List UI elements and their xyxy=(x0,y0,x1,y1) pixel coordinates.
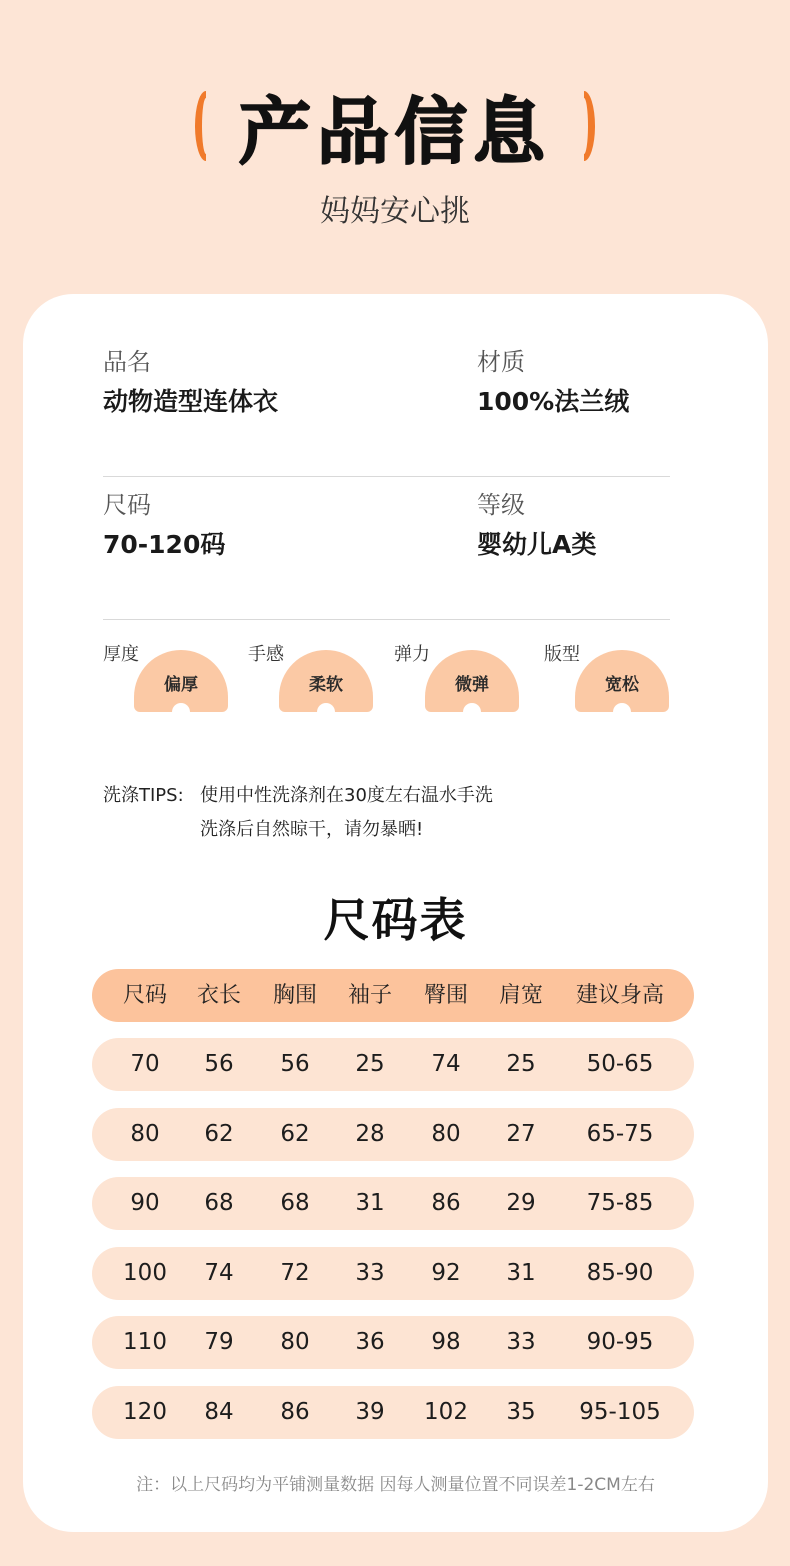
header-cell: 衣长 xyxy=(196,983,241,1008)
table-cell: 70 xyxy=(130,1051,160,1077)
table-cell: 85-90 xyxy=(586,1260,654,1286)
tips-line: 使用中性洗涤剂在30度左右温水手洗 xyxy=(200,785,493,806)
table-cell: 56 xyxy=(204,1051,234,1077)
table-cell: 95-105 xyxy=(579,1399,661,1425)
info-item-name xyxy=(103,342,278,418)
table-cell: 68 xyxy=(204,1190,234,1216)
header-cell: 尺码 xyxy=(122,983,167,1008)
badge-notch xyxy=(172,703,190,712)
table-cell: 62 xyxy=(204,1121,234,1147)
attribute-badge xyxy=(575,650,669,712)
table-cell: 80 xyxy=(280,1329,310,1355)
attribute-label: 弹力 xyxy=(394,644,430,665)
table-cell: 25 xyxy=(355,1051,385,1077)
left-bracket-decoration xyxy=(195,91,217,161)
table-cell: 102 xyxy=(424,1399,468,1425)
size-chart-header xyxy=(92,969,694,1022)
info-value: 100%法兰绒 xyxy=(477,387,630,416)
table-cell: 36 xyxy=(355,1329,385,1355)
attribute-elasticity xyxy=(394,640,544,716)
tips-line: 洗涤后自然晾干，请勿暴晒! xyxy=(200,819,424,840)
table-cell: 98 xyxy=(431,1329,461,1355)
table-cell: 33 xyxy=(506,1329,536,1355)
table-cell: 79 xyxy=(204,1329,234,1355)
table-row xyxy=(92,1316,694,1369)
header-cell: 袖子 xyxy=(347,983,392,1008)
table-cell: 80 xyxy=(130,1121,160,1147)
attribute-label: 版型 xyxy=(544,644,580,665)
badge-notch xyxy=(463,703,481,712)
table-cell: 27 xyxy=(506,1121,536,1147)
info-item-grade xyxy=(477,485,596,561)
tips-label: 洗涤TIPS: xyxy=(103,785,184,806)
right-bracket-decoration xyxy=(573,91,595,161)
info-value: 婴幼儿A类 xyxy=(477,530,597,559)
info-item-material xyxy=(477,342,629,418)
table-cell: 35 xyxy=(506,1399,536,1425)
table-cell: 72 xyxy=(280,1260,310,1286)
table-cell: 39 xyxy=(355,1399,385,1425)
table-cell: 84 xyxy=(204,1399,234,1425)
info-label: 尺码 xyxy=(103,491,151,519)
info-label: 材质 xyxy=(477,348,525,376)
table-row xyxy=(92,1177,694,1230)
info-label: 等级 xyxy=(477,491,525,519)
info-value: 70-120码 xyxy=(103,530,226,559)
table-cell: 100 xyxy=(123,1260,167,1286)
table-cell: 29 xyxy=(506,1190,536,1216)
attribute-badge xyxy=(425,650,519,712)
table-cell: 110 xyxy=(123,1329,167,1355)
table-cell: 120 xyxy=(123,1399,167,1425)
table-cell: 90-95 xyxy=(586,1329,654,1355)
attribute-value: 微弹 xyxy=(455,675,489,695)
table-cell: 25 xyxy=(506,1051,536,1077)
table-row xyxy=(92,1038,694,1091)
table-cell: 74 xyxy=(431,1051,461,1077)
table-cell: 68 xyxy=(280,1190,310,1216)
table-cell: 86 xyxy=(431,1190,461,1216)
table-row xyxy=(92,1247,694,1300)
page-header xyxy=(0,78,790,174)
table-cell: 90 xyxy=(130,1190,160,1216)
table-cell: 50-65 xyxy=(586,1051,654,1077)
attribute-badges xyxy=(103,640,703,716)
header-cell: 胸围 xyxy=(272,983,317,1008)
size-chart-title: 尺码表 xyxy=(323,893,468,947)
attribute-label: 厚度 xyxy=(103,644,139,665)
table-cell: 74 xyxy=(204,1260,234,1286)
page-title: 产品信息 xyxy=(238,90,551,174)
table-cell: 31 xyxy=(506,1260,536,1286)
table-cell: 31 xyxy=(355,1190,385,1216)
info-row xyxy=(103,477,670,620)
table-cell: 86 xyxy=(280,1399,310,1425)
product-info-card xyxy=(23,294,768,1532)
table-cell: 56 xyxy=(280,1051,310,1077)
table-cell: 33 xyxy=(355,1260,385,1286)
attribute-badge xyxy=(134,650,228,712)
attribute-fit xyxy=(544,640,694,716)
table-cell: 65-75 xyxy=(586,1121,654,1147)
table-cell: 80 xyxy=(431,1121,461,1147)
table-row xyxy=(92,1108,694,1161)
info-label: 品名 xyxy=(103,348,151,376)
attribute-thickness xyxy=(103,640,253,716)
size-note: 注：以上尺码均为平铺测量数据 因每人测量位置不同误差1-2CM左右 xyxy=(136,1475,655,1495)
table-cell: 75-85 xyxy=(586,1190,654,1216)
attribute-value: 柔软 xyxy=(309,675,343,695)
header-cell: 建议身高 xyxy=(575,983,664,1008)
attribute-value: 宽松 xyxy=(605,675,639,695)
header-cell: 臀围 xyxy=(423,983,468,1008)
header-cell: 肩宽 xyxy=(498,983,543,1008)
info-row xyxy=(103,334,670,477)
table-cell: 62 xyxy=(280,1121,310,1147)
attribute-feel xyxy=(248,640,398,716)
page-subtitle: 妈妈安心挑 xyxy=(320,194,470,229)
table-cell: 28 xyxy=(355,1121,385,1147)
info-value: 动物造型连体衣 xyxy=(103,387,279,416)
info-item-size xyxy=(103,485,225,561)
attribute-value: 偏厚 xyxy=(164,675,198,695)
badge-notch xyxy=(317,703,335,712)
table-cell: 92 xyxy=(431,1260,461,1286)
attribute-label: 手感 xyxy=(248,644,284,665)
table-row xyxy=(92,1386,694,1439)
badge-notch xyxy=(613,703,631,712)
attribute-badge xyxy=(279,650,373,712)
